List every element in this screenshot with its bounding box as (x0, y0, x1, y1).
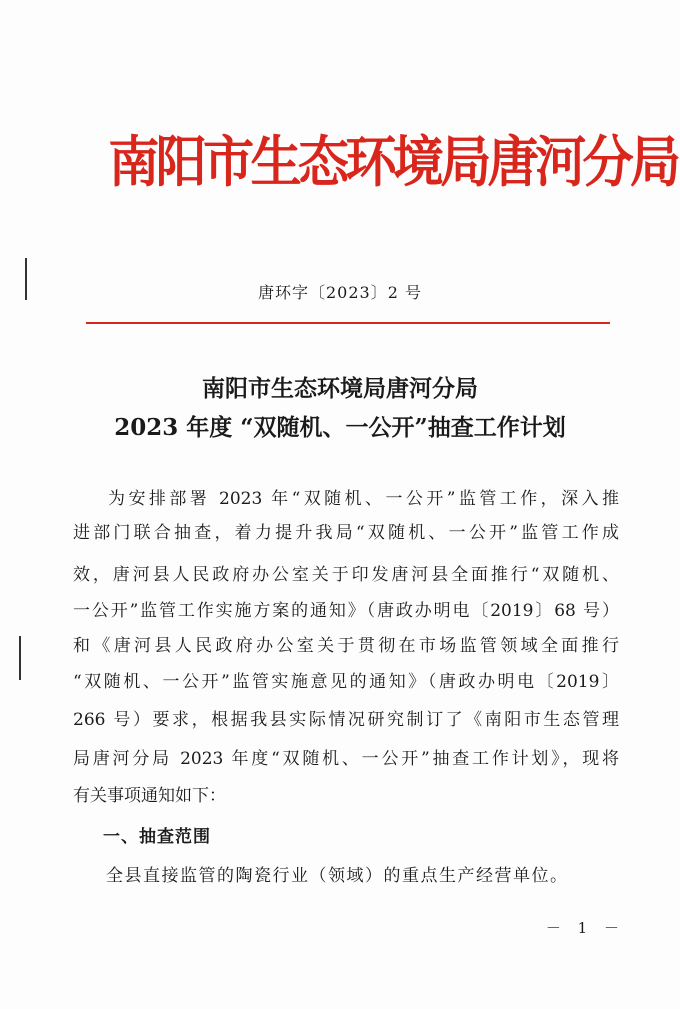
letterhead-issuer: 南阳市生态环境局唐河分局 (108, 129, 678, 194)
section-heading: 一、抽查范围 (103, 827, 211, 847)
body-line: 266 号）要求，根据我县实际情况研究制订了《南阳市生态管理 (73, 710, 619, 730)
body-line: “双随机、一公开”监管实施意见的通知》（唐政办明电〔2019〕 (73, 672, 619, 692)
body-line: 局唐河分局 2023 年度“双随机、一公开”抽查工作计划》，现将 (73, 749, 619, 769)
page-number: － 1 － (545, 919, 625, 937)
body-line: 有关事项通知如下： (73, 786, 226, 806)
body-line: 进部门联合抽查，着力提升我局“双随机、一公开”监管工作成 (73, 523, 619, 543)
binding-mark-bottom (19, 636, 21, 680)
body-line: 效，唐河县人民政府办公室关于印发唐河县全面推行“双随机、 (73, 565, 619, 585)
body-line: 一公开”监管工作实施方案的通知》（唐政办明电〔2019〕68 号） (73, 601, 619, 621)
letterhead-red-rule (86, 322, 610, 324)
document-number: 唐环字〔2023〕2 号 (258, 283, 422, 302)
document-title-line-2: 2023 年度 “双随机、一公开”抽查工作计划 (114, 414, 566, 441)
section-text: 全县直接监管的陶瓷行业（领域）的重点生产经营单位。 (106, 866, 569, 886)
body-line: 和《唐河县人民政府办公室关于贯彻在市场监管领域全面推行 (73, 636, 619, 656)
document-title-line-1: 南阳市生态环境局唐河分局 (202, 375, 478, 402)
body-line: 为安排部署 2023 年“双随机、一公开”监管工作，深入推 (108, 489, 619, 509)
